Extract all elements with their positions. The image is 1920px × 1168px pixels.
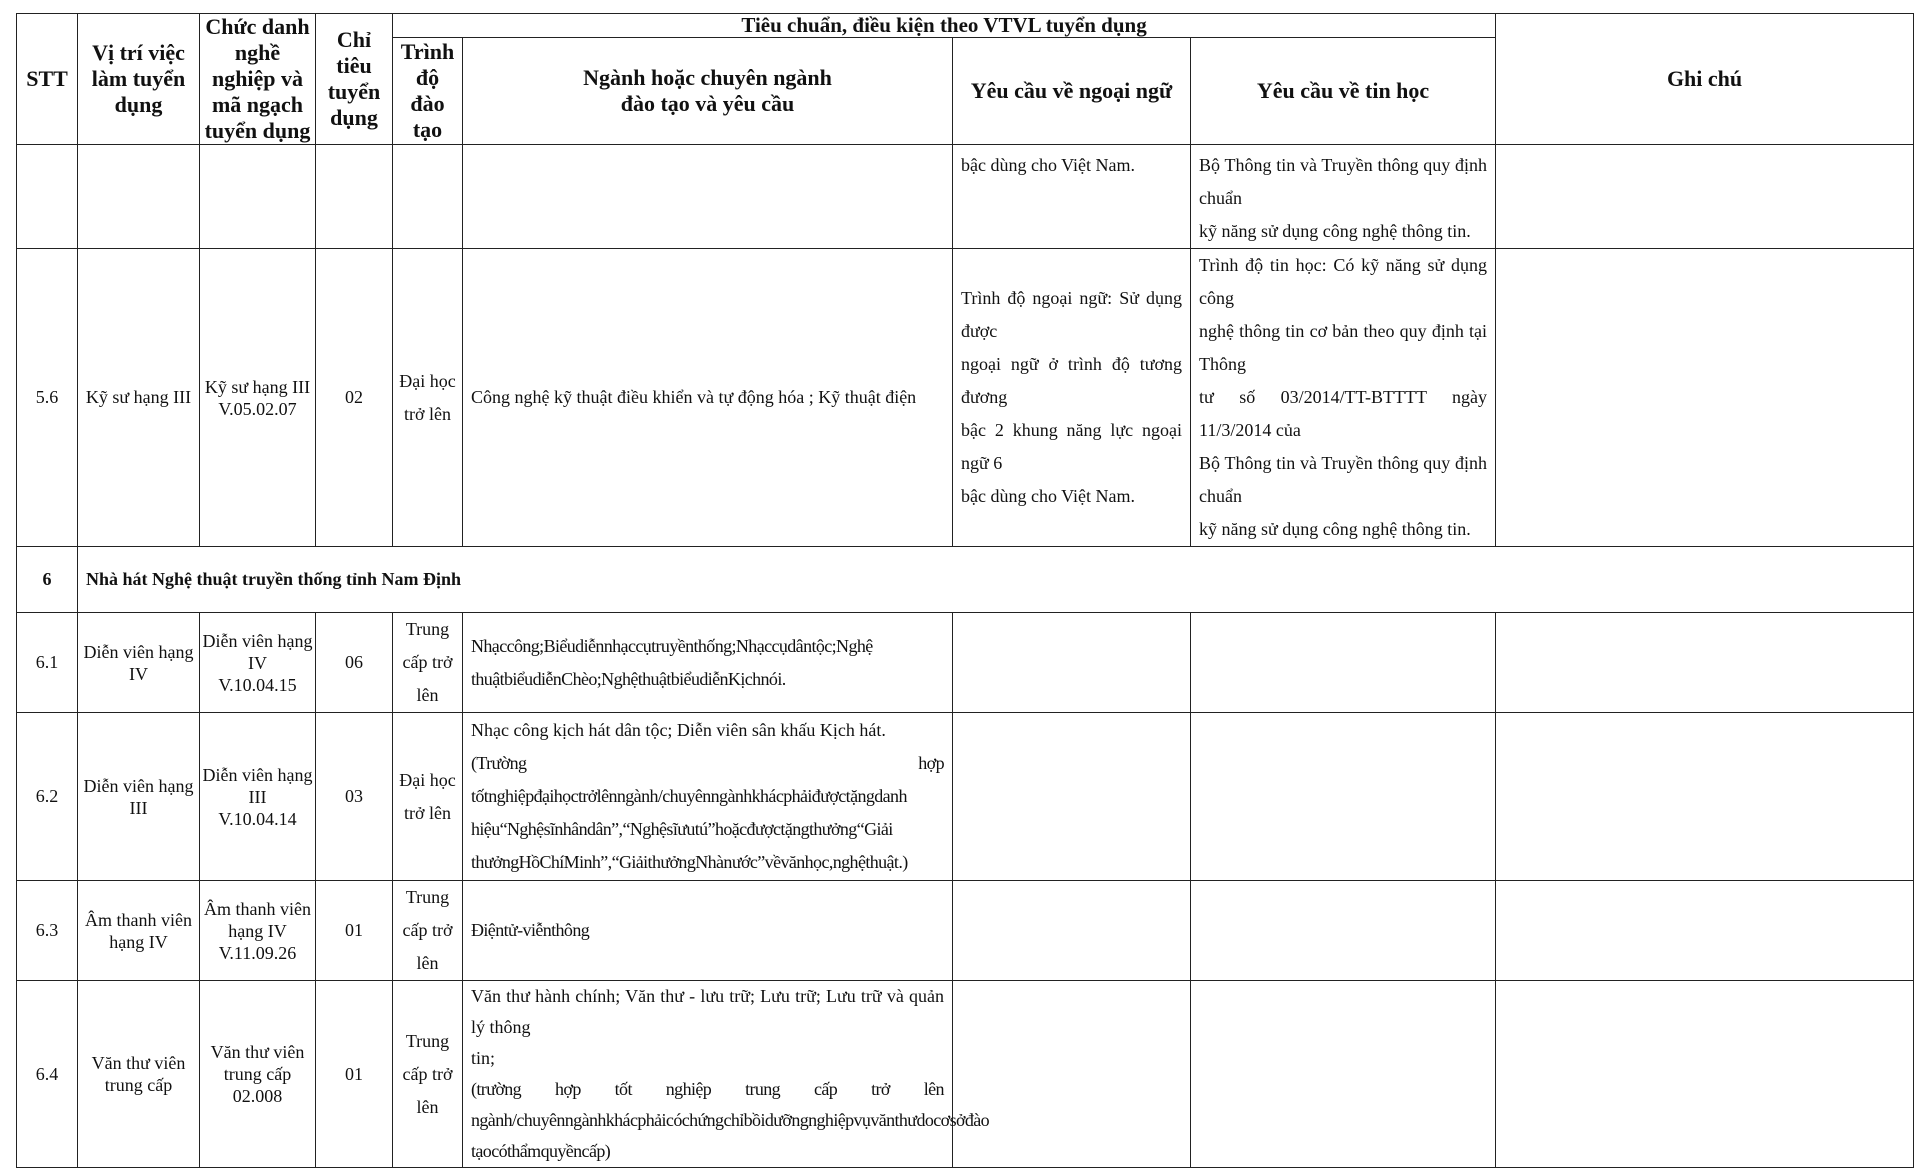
cell-it — [1191, 713, 1496, 881]
cell-education — [393, 249, 463, 547]
edu-line: lên — [416, 1096, 439, 1117]
major-line: tin; — [471, 1048, 496, 1068]
major-line: Văn thư hành chính; Văn thư - lưu trữ; Lưu trữ; Lưu trữ và quản lý thông — [471, 986, 944, 1037]
cell-empty — [393, 145, 463, 249]
cell-note — [1496, 613, 1914, 713]
major-word: lên — [923, 1079, 944, 1099]
title-line: IV — [248, 652, 267, 673]
edu-line: Đại học — [399, 769, 456, 790]
title-line: Kỹ sư hạng III — [204, 376, 311, 397]
edu-line: trở lên — [403, 403, 451, 424]
cell-stt: 6.2 — [17, 713, 78, 881]
title-line: hạng IV — [228, 920, 287, 941]
major-line: thưởngHồChíMinh”,“GiảithưởngNhànước”vềvănhọc,nghệthuật.) — [471, 852, 908, 872]
edu-line: Đại học — [399, 370, 456, 391]
major-word: nghiệp — [665, 1079, 712, 1099]
edu-line: Trung — [405, 887, 450, 907]
cell-position — [78, 713, 200, 881]
title-line: V.05.02.07 — [218, 398, 297, 419]
cell-empty — [78, 145, 200, 249]
position-line: Âm thanh viên — [85, 909, 192, 930]
table-row — [17, 881, 1914, 981]
title-line: 02.008 — [232, 1086, 283, 1106]
position-line: hạng IV — [109, 931, 168, 952]
major-line: ngành/chuyênngànhkhácphảicóchứngchỉbồidưỡngnghiệpvụvănthưdocơsởđào — [471, 1110, 990, 1130]
cell-major: Công nghệ kỹ thuật điều khiển và tự động hóa ; Kỹ thuật điện — [463, 249, 953, 547]
cell-note — [1496, 713, 1914, 881]
major-word: trở — [871, 1079, 890, 1099]
major-line: tạocóthẩmquyềncấp) — [471, 1141, 611, 1161]
lang-line: Trình độ ngoại ngữ: Sử dụng được — [961, 288, 1182, 341]
edu-line: lên — [416, 953, 439, 973]
cell-major — [463, 981, 990, 1168]
cell-it — [1191, 145, 1496, 249]
cell-position: Kỹ sư hạng III — [78, 249, 200, 547]
cell-title-code — [200, 249, 316, 547]
title-line: Âm thanh viên — [204, 898, 311, 919]
header-title-code-text: Chức danh nghề nghiệp và mã ngạch tuyển dụng — [204, 14, 311, 143]
position-line: III — [129, 797, 148, 818]
major-line — [471, 1074, 944, 1105]
header-position-text: Vị trí việc làm tuyển dụng — [91, 40, 186, 117]
title-line: III — [248, 786, 267, 807]
major-line — [471, 747, 944, 780]
edu-line: Trung — [405, 1030, 450, 1051]
it-line: kỹ năng sử dụng công nghệ thông tin. — [1199, 519, 1471, 539]
major-line: Nhạccông;Biểudiễnnhạccụtruyềnthống;Nhạccụdântộc;Nghệ — [471, 635, 873, 656]
edu-line: Trung — [405, 619, 450, 639]
it-line: kỹ năng sử dụng công nghệ thông tin. — [1199, 221, 1471, 241]
edu-line: trở lên — [403, 802, 451, 823]
cell-empty — [200, 145, 316, 249]
header-quota — [316, 14, 393, 145]
cell-language — [953, 881, 1191, 981]
lang-line: ngoại ngữ ở trình độ tương đương — [961, 354, 1182, 407]
cell-quota: 03 — [316, 713, 393, 881]
cell-quota: 02 — [316, 249, 393, 547]
major-word: hợp — [918, 753, 944, 773]
cell-major: Điệntử-viễnthông — [463, 881, 953, 981]
position-line: Diễn viên hạng — [83, 641, 194, 662]
title-line: Diễn viên hạng — [202, 630, 313, 651]
position-line: Diễn viên hạng — [83, 775, 194, 796]
major-word: trung — [745, 1079, 781, 1099]
major-line: thuậtbiểudiễnChèo;NghệthuậtbiểudiễnKịchnói. — [471, 668, 786, 689]
cell-group-stt: 6 — [17, 547, 78, 613]
title-line: V.11.09.26 — [218, 942, 297, 963]
cell-quota: 06 — [316, 613, 393, 713]
header-language: Yêu cầu về ngoại ngữ — [953, 37, 1191, 144]
header-note-text: Ghi chú — [1666, 66, 1743, 91]
lang-line: bậc 2 khung năng lực ngoại ngữ 6 — [961, 420, 1182, 473]
edu-line: cấp trở — [402, 652, 453, 672]
cell-title-code — [200, 981, 316, 1168]
lang-line: bậc dùng cho Việt Nam. — [961, 486, 1136, 506]
major-word: tốt — [614, 1079, 632, 1099]
cell-language — [953, 613, 1191, 713]
it-line: Bộ Thông tin và Truyền thông quy định chuẩn — [1199, 155, 1488, 208]
header-education-text: Trình độ đào tạo — [400, 38, 455, 142]
header-note — [1496, 14, 1914, 145]
major-line: hiệu“Nghệsĩnhândân”,“Nghệsĩưutú”hoặcđượctặngthưởng“Giải — [471, 819, 893, 839]
table-row — [17, 145, 1914, 249]
cell-empty — [17, 145, 78, 249]
header-quota-text: Chỉ tiêu tuyển dụng — [327, 27, 381, 130]
cell-position — [78, 981, 200, 1168]
cell-it — [1191, 613, 1496, 713]
position-line: Văn thư viên — [91, 1053, 186, 1073]
position-line: trung cấp — [104, 1075, 173, 1095]
cell-quota: 01 — [316, 981, 393, 1168]
cell-note — [1496, 881, 1914, 981]
title-line: trung cấp — [223, 1064, 292, 1084]
it-line: nghệ thông tin cơ bản theo quy định tại Thông — [1199, 321, 1488, 374]
header-major-line1: Ngành hoặc chuyên ngành — [583, 64, 832, 90]
header-major-line2: đào tạo và yêu cầu — [620, 90, 795, 116]
header-position — [78, 14, 200, 145]
cell-major — [463, 613, 953, 713]
major-line: Nhạc công kịch hát dân tộc; Diễn viên sân khấu Kịch hát. — [471, 720, 886, 740]
cell-education — [393, 613, 463, 713]
header-education — [393, 37, 463, 144]
cell-group-name: Nhà hát Nghệ thuật truyền thống tỉnh Nam Định — [78, 547, 1914, 613]
cell-note — [1496, 981, 1914, 1168]
cell-title-code — [200, 881, 316, 981]
cell-education — [393, 713, 463, 881]
cell-major — [463, 713, 953, 881]
cell-title-code — [200, 613, 316, 713]
cell-it — [1191, 881, 1496, 981]
edu-line: lên — [416, 685, 439, 705]
cell-it — [1191, 249, 1496, 547]
cell-note — [1496, 249, 1914, 547]
group-row — [17, 547, 1914, 613]
major-word: (trường — [471, 1079, 522, 1099]
cell-empty — [463, 145, 953, 249]
cell-stt: 5.6 — [17, 249, 78, 547]
header-stt: STT — [17, 14, 78, 145]
title-line: Văn thư viên — [210, 1042, 305, 1062]
table-row — [17, 613, 1914, 713]
cell-note — [1496, 145, 1914, 249]
major-line: tốtnghiệpđạihọctrởlênngành/chuyênngànhkhácphảiđượctặngdanh — [471, 786, 907, 806]
edu-line: cấp trở — [402, 920, 453, 940]
cell-education — [393, 981, 463, 1168]
it-line: Trình độ tin học: Có kỹ năng sử dụng công — [1199, 255, 1488, 308]
position-line: IV — [129, 663, 148, 684]
title-line: V.10.04.14 — [218, 808, 297, 829]
table-row — [17, 713, 1914, 881]
cell-stt: 6.4 — [17, 981, 78, 1168]
table-row — [17, 981, 1914, 1168]
edu-line: cấp trở — [402, 1063, 453, 1084]
cell-it — [1191, 981, 1496, 1168]
cell-quota: 01 — [316, 881, 393, 981]
cell-language — [953, 249, 1191, 547]
title-line: Diễn viên hạng — [202, 764, 313, 785]
cell-stt: 6.1 — [17, 613, 78, 713]
major-word: hợp — [555, 1079, 581, 1099]
cell-title-code — [200, 713, 316, 881]
it-line: Bộ Thông tin và Truyền thông quy định chuẩn — [1199, 453, 1488, 506]
cell-position — [78, 613, 200, 713]
header-row-1 — [17, 14, 1914, 38]
cell-language — [953, 713, 1191, 881]
header-it: Yêu cầu về tin học — [1191, 37, 1496, 144]
cell-language — [953, 981, 1191, 1168]
cell-empty — [316, 145, 393, 249]
cell-language: bậc dùng cho Việt Nam. — [953, 145, 1191, 249]
recruitment-table — [16, 13, 1914, 1168]
major-word: cấp — [814, 1079, 838, 1099]
cell-stt: 6.3 — [17, 881, 78, 981]
table-row — [17, 249, 1914, 547]
header-criteria-group: Tiêu chuẩn, điều kiện theo VTVL tuyển dụng — [393, 14, 1496, 38]
title-line: V.10.04.15 — [218, 674, 297, 695]
header-major — [463, 37, 953, 144]
header-title-code — [200, 14, 316, 145]
major-word: (Trường — [471, 753, 527, 773]
it-line: tư số 03/2014/TT-BTTTT ngày 11/3/2014 của — [1199, 387, 1488, 440]
cell-education — [393, 881, 463, 981]
cell-position — [78, 881, 200, 981]
